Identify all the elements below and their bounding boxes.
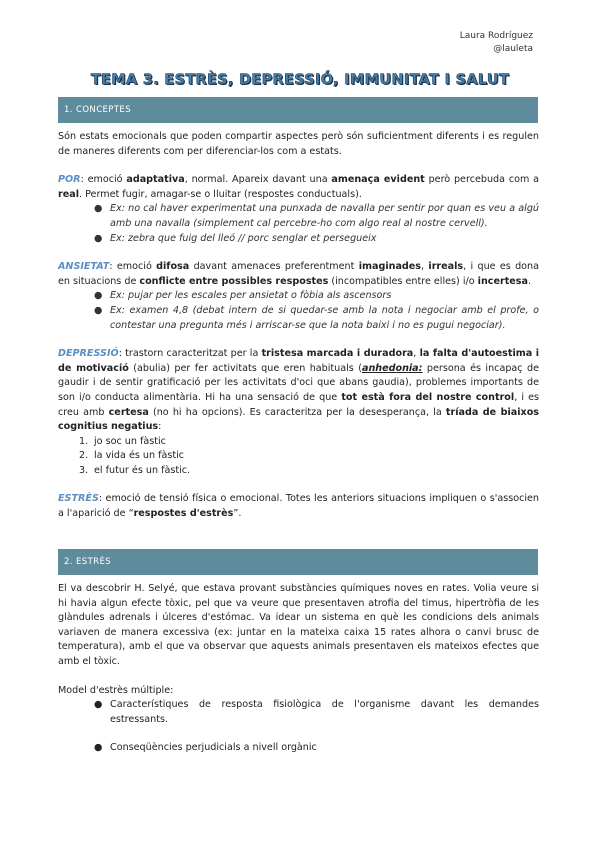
por-paragraph: POR: emoció adaptativa, normal. Apareix davant una amenaça evident però percebuda com a real. Permet fugir, amagar-se o lluitar (respostes conductuals). [58,174,539,200]
selye-paragraph: El va descobrir H. Selyé, que estava provant substàncies químiques noves en rates. Volia veure si hi havia algun efecte tòxic, pel que va veure que presentaven atrofia del timus, hipertròfia de les glàndules adrenals i úlceres d'estómac. Va idear un sistema en què les condicions dels animals variaven de manera excessiva (ex: juntar en la mateixa caixa 15 rates alhora o canvi brusc de temperatura), amb el que va observar que aquests animals presentaven els mateixos efectes que amb el tòxic. [58,583,539,667]
list-item: 3. el futur és un fàstic. [79,464,191,476]
list-item: 2. la vida és un fàstic [79,450,185,462]
ansietat-paragraph: ANSIETAT: emoció difosa davant amenaces preferentment imaginades, irreals, i que es dona en situacions de conflicte entre possibles respostes (incompatibles entre elles) i/o incertesa. [58,261,540,287]
model-title: Model d'estrès múltiple: [58,684,174,696]
estres-term: ESTRÈS [58,493,99,505]
por-examples [58,202,539,246]
list-item: ● Ex: zebra que fuig del lleó // porc senglar et persegueix [58,232,539,247]
depressio-paragraph: DEPRESSIÓ: trastorn caracteritzat per la tristesa marcada i duradora, la falta d'autoestima i de motivació (abulia) per fer activitats que eren habituals (anhedonia: persona és incapaç de gaudir i de sentir gratificació per les activitats d'oci que abans gaudia), problemes importants de son i/o conducta alimentària. Hi ha una sensació de que tot està fora del nostre control, i es creu amb certesa (no hi ha opcions). Es caracteritza per la desesperança, la tríada de biaixos cognitius negatius: [58,348,540,433]
bullet-icon: ● [94,699,103,711]
document-title: TEMA 3. ESTRÈS, DEPRESSIÓ, IMMUNITAT I SALUT [90,72,510,88]
estres-paragraph: ESTRÈS: emoció de tensió física o emocional. Totes les anteriors situacions impliquen o s'associen a l'aparició de “respostes d'estrès”. [58,493,539,520]
list-item: ● Conseqüències perjudicials a nivell orgànic [58,741,539,756]
section-heading-conceptes: 1. CONCEPTES [58,97,538,123]
author-block [460,30,533,56]
list-item: ● Ex: no cal haver experimentat una punxada de navalla per sentir por quan es veu a algú amb una navalla (simplement cal percebre-ho com algo real al nostre cervell). [94,203,539,229]
bullet-icon: ● [94,290,103,302]
bullet-icon: ● [94,304,103,316]
depressio-term: DEPRESSIÓ [58,348,119,360]
list-item: ● Ex: examen 4,8 (debat intern de si quedar-se amb la nota i negociar amb el profe, o contestar una pregunta més i arriscar-se que la nota baixi i no es pugui negociar). [94,304,539,331]
intro-paragraph: Són estats emocionals que poden compartir aspectes però són suficientment diferents i es regulen de maneres diferents com per diferenciar-los com a estats. [58,131,539,157]
triad-list [58,435,539,479]
bullet-icon: ● [94,203,103,215]
ansietat-examples [58,289,539,333]
por-term: POR [58,174,81,186]
section-heading-estres: 2. ESTRÈS [58,549,538,575]
author-handle: @lauleta [493,44,533,54]
list-item: 1. jo soc un fàstic [79,435,166,447]
bullet-icon: ● [94,742,103,754]
model-list [58,698,539,756]
estres-content [58,582,539,756]
list-item: ● Ex: pujar per les escales per ansietat o fòbia als ascensors [58,289,539,304]
conceptes-content [58,130,539,522]
author-name: Laura Rodríguez [459,31,533,41]
bullet-icon: ● [94,232,103,244]
ansietat-term: ANSIETAT [58,261,110,273]
list-item: ● Característiques de resposta fisiològica de l'organisme davant les demandes estressants. [94,699,539,725]
